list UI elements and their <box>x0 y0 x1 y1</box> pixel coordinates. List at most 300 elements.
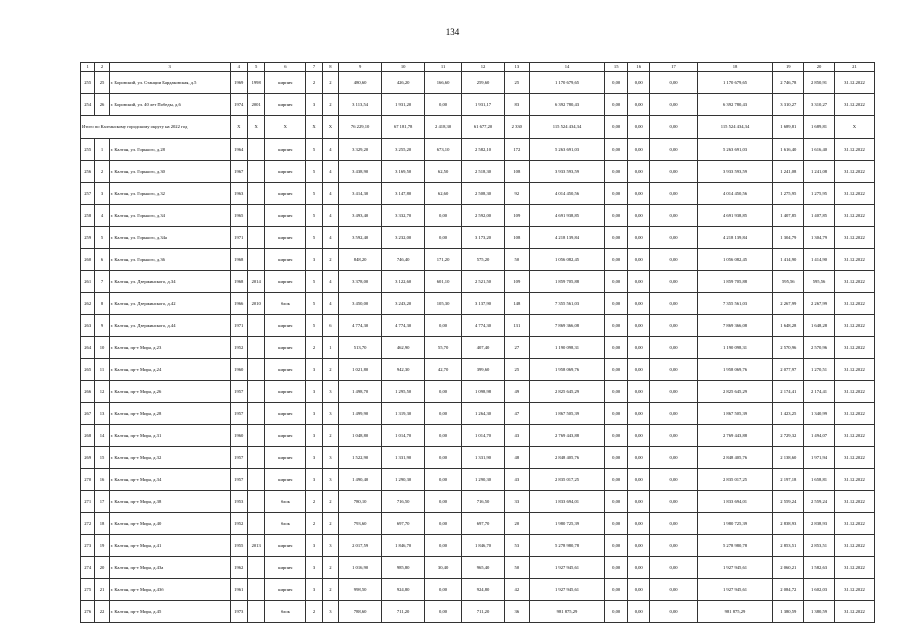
table-cell: 1 499,90 <box>339 403 382 425</box>
table-cell: 31.12.2022 <box>834 293 874 315</box>
table-cell: 4 218 139,84 <box>697 227 773 249</box>
table-cell <box>247 425 264 447</box>
table-cell: 981 875,29 <box>529 601 605 623</box>
table-row <box>81 513 875 535</box>
table-cell: 1 264,30 <box>462 403 505 425</box>
table-cell: 42,70 <box>425 359 462 381</box>
table-cell: 924,80 <box>382 579 425 601</box>
table-cell: кирпич <box>265 94 306 116</box>
table-cell: 513,70 <box>339 337 382 359</box>
table-cell: 4 <box>322 227 338 249</box>
table-cell: 0,00 <box>650 205 697 227</box>
summary-cell: 2 418,30 <box>425 116 462 139</box>
table-row <box>81 293 875 315</box>
table-cell: 697,70 <box>462 513 505 535</box>
table-cell: 0,00 <box>627 359 650 381</box>
table-cell: 0,00 <box>627 513 650 535</box>
table-cell: 108 <box>505 227 530 249</box>
table-cell <box>247 557 264 579</box>
table-cell: 595,56 <box>804 271 835 293</box>
table-cell: 2 <box>322 513 338 535</box>
column-number: 20 <box>804 63 835 72</box>
table-cell: 0,00 <box>650 601 697 623</box>
table-cell: 49 <box>505 381 530 403</box>
table-cell: 31.12.2022 <box>834 425 874 447</box>
table-cell: 2 769 443,88 <box>529 425 605 447</box>
table-cell: 1 494,07 <box>804 425 835 447</box>
table-cell: 1957 <box>230 469 247 491</box>
table-cell: 62,50 <box>425 161 462 183</box>
table-cell: 10 <box>95 337 109 359</box>
table-cell: 31.12.2022 <box>834 557 874 579</box>
table-cell: 4 <box>322 293 338 315</box>
table-cell: 2 <box>306 337 322 359</box>
table-cell: 0,00 <box>425 447 462 469</box>
table-cell: 9 <box>95 315 109 337</box>
table-row <box>81 535 875 557</box>
table-cell: 1 170 679,65 <box>529 72 605 94</box>
table-cell: 31.12.2022 <box>834 205 874 227</box>
table-cell: 793,60 <box>339 513 382 535</box>
table-cell: 0,00 <box>650 579 697 601</box>
table-cell: 0,00 <box>650 94 697 116</box>
summary-cell: X <box>322 116 338 139</box>
table-cell: 5 <box>306 183 322 205</box>
table-cell: 25 <box>505 359 530 381</box>
summary-cell: X <box>265 116 306 139</box>
address-cell: г. Калтан, пр-т Мира, д.23 <box>109 337 230 359</box>
table-cell: 1 927 945,61 <box>697 579 773 601</box>
table-cell: 3 310,27 <box>773 94 804 116</box>
table-cell: 30,40 <box>425 557 462 579</box>
table-cell: 7 355 561,03 <box>529 293 605 315</box>
column-number: 18 <box>697 63 773 72</box>
table-cell: 1 270,51 <box>804 359 835 381</box>
table-cell: 3 <box>306 249 322 271</box>
table-cell: 4 774,30 <box>462 315 505 337</box>
summary-cell: 0,00 <box>627 116 650 139</box>
table-cell: 1964 <box>230 139 247 161</box>
table-cell: 1 616,40 <box>804 139 835 161</box>
table-cell: 0,00 <box>425 513 462 535</box>
table-cell: 31.12.2022 <box>834 315 874 337</box>
table-cell: 36 <box>505 601 530 623</box>
table-cell: 0,00 <box>425 425 462 447</box>
table-cell: 31.12.2022 <box>834 579 874 601</box>
table-cell: 942,30 <box>382 359 425 381</box>
table-cell: 2 <box>322 359 338 381</box>
table-cell: 31.12.2022 <box>834 271 874 293</box>
table-row <box>81 161 875 183</box>
table-cell: 1 021,80 <box>339 359 382 381</box>
table-cell: 1 414,90 <box>773 249 804 271</box>
table-cell: 0,00 <box>650 249 697 271</box>
address-cell: г. Калтан, пр-т Мира, д.43а <box>109 557 230 579</box>
address-cell: г. Калтан, ул. Дзержинского, д.42 <box>109 293 230 315</box>
table-cell: 1 490,40 <box>339 469 382 491</box>
table-cell: 0,00 <box>650 403 697 425</box>
table-cell: 22 <box>95 601 109 623</box>
table-cell: кирпич <box>265 249 306 271</box>
table-cell: 2 582,10 <box>462 139 505 161</box>
table-cell: 0,00 <box>605 271 628 293</box>
table-cell: 4 774,30 <box>339 315 382 337</box>
table-cell: 0,00 <box>605 227 628 249</box>
table-cell: 780,10 <box>339 491 382 513</box>
table-cell <box>247 491 264 513</box>
table-cell: 0,00 <box>627 293 650 315</box>
table-cell: 0,00 <box>650 293 697 315</box>
table-cell: 2 508,30 <box>462 183 505 205</box>
table-cell: 0,00 <box>605 447 628 469</box>
table-cell: 275 <box>81 579 95 601</box>
table-cell: 0,00 <box>650 161 697 183</box>
address-cell: г. Боровский, ул. 40 лет Победы, д.6 <box>109 94 230 116</box>
table-cell: 3 <box>322 447 338 469</box>
table-cell: 1961 <box>230 579 247 601</box>
table-row <box>81 381 875 403</box>
table-cell: 1 648,28 <box>773 315 804 337</box>
table-cell: 1962 <box>230 557 247 579</box>
table-cell: 1 980 725,39 <box>697 513 773 535</box>
table-cell: 1 380,59 <box>773 601 804 623</box>
page-number: 134 <box>445 27 460 37</box>
table-cell: 1 927 945,61 <box>697 557 773 579</box>
table-cell: 3 332,70 <box>382 205 425 227</box>
table-cell: кирпич <box>265 447 306 469</box>
table-cell: 3 450,00 <box>339 293 382 315</box>
table-cell: 0,00 <box>627 601 650 623</box>
table-cell: 1 971,94 <box>804 447 835 469</box>
table-cell: 0,00 <box>605 381 628 403</box>
table-cell: 2 570,96 <box>804 337 835 359</box>
table-cell: 1 846,70 <box>382 535 425 557</box>
table-cell: 47 <box>505 403 530 425</box>
table-cell: 1953 <box>230 491 247 513</box>
table-cell: 5 <box>306 315 322 337</box>
table-cell: 31.12.2022 <box>834 183 874 205</box>
table-cell: 1971 <box>230 315 247 337</box>
table-cell: 0,00 <box>605 491 628 513</box>
table-cell: 62,60 <box>425 183 462 205</box>
table-cell: 3 329,20 <box>339 139 382 161</box>
table-cell: кирпич <box>265 579 306 601</box>
table-cell: 2 197,18 <box>773 469 804 491</box>
table-cell: 3 137,90 <box>462 293 505 315</box>
table-cell: 2 <box>322 72 338 94</box>
table-cell: 3 <box>306 557 322 579</box>
column-number: 12 <box>462 63 505 72</box>
column-number: 7 <box>306 63 322 72</box>
summary-cell: X <box>306 116 322 139</box>
table-cell: 31.12.2022 <box>834 72 874 94</box>
table-cell: 264 <box>81 337 95 359</box>
table-cell: 3 173,20 <box>462 227 505 249</box>
table-cell: 6 392 780,43 <box>697 94 773 116</box>
table-cell: 5 263 691,03 <box>529 139 605 161</box>
address-cell: г. Калтан, пр-т Мира, д.24 <box>109 359 230 381</box>
table-cell: 31.12.2022 <box>834 359 874 381</box>
table-cell: 0,00 <box>650 72 697 94</box>
table-cell: 5 <box>306 139 322 161</box>
summary-cell: 115 524 434,34 <box>529 116 605 139</box>
table-cell: 105,30 <box>425 293 462 315</box>
table-cell: 3 147,80 <box>382 183 425 205</box>
address-cell: г. Калтан, ул. Горького, д.34а <box>109 227 230 249</box>
table-cell: 1 <box>322 337 338 359</box>
table-cell: 1 056 082,45 <box>529 249 605 271</box>
table-cell: 3 438,90 <box>339 161 382 183</box>
table-cell: 31.12.2022 <box>834 161 874 183</box>
table-cell: 1 295,50 <box>382 381 425 403</box>
table-cell: 269 <box>81 447 95 469</box>
summary-cell: 76 229,10 <box>339 116 382 139</box>
table-cell: 268 <box>81 425 95 447</box>
table-row <box>81 403 875 425</box>
table-cell: 0,00 <box>627 249 650 271</box>
table-cell: 998,50 <box>339 579 382 601</box>
table-cell: 0,00 <box>425 381 462 403</box>
table-cell: 0,00 <box>627 94 650 116</box>
table-cell <box>247 249 264 271</box>
table-cell: 265 <box>81 359 95 381</box>
table-cell: 166,60 <box>425 72 462 94</box>
table-cell: 2 769 443,88 <box>697 425 773 447</box>
table-cell <box>247 205 264 227</box>
table-cell: 50 <box>505 557 530 579</box>
table-row <box>81 425 875 447</box>
table-cell: 0,00 <box>650 447 697 469</box>
table-cell: 1 098,98 <box>462 381 505 403</box>
table-cell: 25 <box>95 72 109 94</box>
table-cell: 171,20 <box>425 249 462 271</box>
table-cell: 1955 <box>230 535 247 557</box>
table-cell: 3 169,50 <box>382 161 425 183</box>
table-cell: 172 <box>505 139 530 161</box>
summary-cell: 1 689,81 <box>773 116 804 139</box>
table-cell: 1969 <box>230 72 247 94</box>
table-cell: 276 <box>81 601 95 623</box>
table-cell: 254 <box>81 94 95 116</box>
table-cell: 1960 <box>230 359 247 381</box>
table-cell: 1 340,99 <box>804 403 835 425</box>
table-cell: 1 423,25 <box>773 403 804 425</box>
table-cell: 1 048,80 <box>339 425 382 447</box>
table-cell: 3 <box>322 469 338 491</box>
address-cell: г. Боровский, ул. Станции Бардаковская, д.5 <box>109 72 230 94</box>
table-cell: кирпич <box>265 315 306 337</box>
table-cell: кирпич <box>265 403 306 425</box>
table-cell: 4 014 450,56 <box>529 183 605 205</box>
table-cell: 0,00 <box>425 491 462 513</box>
table-cell: 0,00 <box>605 403 628 425</box>
table-cell: 595,56 <box>773 271 804 293</box>
table-cell: 109 <box>505 205 530 227</box>
table-cell: 3 <box>322 403 338 425</box>
table-cell: 480,60 <box>339 72 382 94</box>
table-cell: 0,00 <box>605 513 628 535</box>
table-cell: 3 493,40 <box>339 205 382 227</box>
table-cell: 0,00 <box>605 557 628 579</box>
table-cell: 3 <box>322 381 338 403</box>
table-cell: 266 <box>81 381 95 403</box>
table-row <box>81 469 875 491</box>
table-cell <box>247 337 264 359</box>
table-cell: 716,50 <box>462 491 505 513</box>
table-cell: 0,00 <box>605 183 628 205</box>
table-cell: 0,00 <box>650 139 697 161</box>
table-cell: 2 017,59 <box>339 535 382 557</box>
table-cell: 43 <box>505 469 530 491</box>
table-cell: 1974 <box>230 94 247 116</box>
table-cell: 2014 <box>247 271 264 293</box>
column-number: 15 <box>605 63 628 72</box>
table-cell: 2 <box>322 94 338 116</box>
table-cell <box>247 227 264 249</box>
table-cell: 0,00 <box>605 337 628 359</box>
table-cell: 0,00 <box>650 425 697 447</box>
table-cell: 4 <box>322 183 338 205</box>
table-cell: 3 122,60 <box>382 271 425 293</box>
table-cell: 0,00 <box>627 469 650 491</box>
table-cell: 0,00 <box>627 183 650 205</box>
table-cell: 31.12.2022 <box>834 403 874 425</box>
table-row <box>81 139 875 161</box>
table-cell: 2 <box>322 425 338 447</box>
table-cell: 2 521,50 <box>462 271 505 293</box>
table-cell: 0,00 <box>605 293 628 315</box>
table-cell: 270 <box>81 469 95 491</box>
table-cell: 407,40 <box>462 337 505 359</box>
table-cell: 1965 <box>230 205 247 227</box>
table-cell: 5 263 691,03 <box>697 139 773 161</box>
table-cell: 31.12.2022 <box>834 601 874 623</box>
table-cell: 33 <box>505 491 530 513</box>
table-cell: 55,70 <box>425 337 462 359</box>
table-cell: 13 <box>95 403 109 425</box>
table-cell: 6 <box>322 315 338 337</box>
table-cell: 7 355 561,03 <box>697 293 773 315</box>
table-cell: 985,80 <box>382 557 425 579</box>
table-cell: кирпич <box>265 381 306 403</box>
table-cell: 2 729,32 <box>773 425 804 447</box>
table-cell: 11 <box>95 359 109 381</box>
table-cell: 3 232,00 <box>382 227 425 249</box>
table-cell: 2 <box>322 491 338 513</box>
column-number: 10 <box>382 63 425 72</box>
table-cell: 1 522,90 <box>339 447 382 469</box>
table-cell: 271 <box>81 491 95 513</box>
table-cell: 1 319,30 <box>382 403 425 425</box>
table-cell: кирпич <box>265 359 306 381</box>
table-cell: кирпич <box>265 72 306 94</box>
column-number: 2 <box>95 63 109 72</box>
table-cell: 8 <box>95 293 109 315</box>
table-cell: 1 958 069,76 <box>529 359 605 381</box>
table-cell: 53 <box>505 535 530 557</box>
table-cell: кирпич <box>265 337 306 359</box>
table-cell: 267 <box>81 403 95 425</box>
table-cell <box>247 139 264 161</box>
table-cell: 255 <box>81 72 95 94</box>
table-row <box>81 601 875 623</box>
table-cell: 3 <box>306 447 322 469</box>
table-cell: 0,00 <box>627 161 650 183</box>
table-cell: 5 <box>306 205 322 227</box>
table-cell: 19 <box>95 535 109 557</box>
column-number: 11 <box>425 63 462 72</box>
table-cell: 1 846,70 <box>462 535 505 557</box>
table-cell: 399,60 <box>462 359 505 381</box>
address-cell: г. Калтан, пр-т Мира, д.40 <box>109 513 230 535</box>
table-cell: 0,00 <box>605 425 628 447</box>
table-cell: 2 850,91 <box>804 72 835 94</box>
table-cell: 1 867 505,39 <box>529 403 605 425</box>
table-cell: 16 <box>95 469 109 491</box>
table-cell: 1 927 945,61 <box>529 579 605 601</box>
table-cell: 262 <box>81 293 95 315</box>
table-cell: 50 <box>505 249 530 271</box>
table-cell: 17 <box>95 491 109 513</box>
table-cell: 3 <box>306 425 322 447</box>
table-cell: 2010 <box>247 293 264 315</box>
column-number: 9 <box>339 63 382 72</box>
column-number: 6 <box>265 63 306 72</box>
table-cell: 0,00 <box>627 535 650 557</box>
table-cell: блок <box>265 293 306 315</box>
table-cell: кирпич <box>265 227 306 249</box>
table-cell: 1968 <box>230 271 247 293</box>
table-cell: 1 380,59 <box>804 601 835 623</box>
table-cell: 1 016,90 <box>339 557 382 579</box>
table-cell: 2 <box>306 491 322 513</box>
table-row <box>81 72 875 94</box>
summary-cell: 1 689,81 <box>804 116 835 139</box>
table-cell: 2 267,99 <box>804 293 835 315</box>
table-cell: 4 691 938,85 <box>529 205 605 227</box>
table-cell: 1971 <box>230 227 247 249</box>
summary-cell: 2 330 <box>505 116 530 139</box>
table-cell: 131 <box>505 315 530 337</box>
table-cell: 3 310,27 <box>804 94 835 116</box>
table-cell: 1 304,79 <box>804 227 835 249</box>
table-cell: 0,00 <box>605 359 628 381</box>
table-cell: 21 <box>95 579 109 601</box>
column-number: 3 <box>109 63 230 72</box>
table-cell: 1 290,30 <box>462 469 505 491</box>
table-cell: 25 <box>505 72 530 94</box>
table-cell: 2 060,21 <box>773 557 804 579</box>
table-cell: 1 931,20 <box>382 94 425 116</box>
column-number: 1 <box>81 63 95 72</box>
table-cell: 0,00 <box>605 249 628 271</box>
table-row <box>81 491 875 513</box>
table-cell: 1 331,90 <box>382 447 425 469</box>
table-cell: 0,00 <box>627 557 650 579</box>
table-cell: 3 <box>306 381 322 403</box>
table-cell: 0,00 <box>627 271 650 293</box>
table-cell: 0,00 <box>627 205 650 227</box>
table-cell: 1 014,70 <box>462 425 505 447</box>
table-cell: 2013 <box>247 535 264 557</box>
table-cell: 5 278 980,78 <box>697 535 773 557</box>
address-cell: г. Калтан, пр-т Мира, д.26 <box>109 381 230 403</box>
table-cell: 0,00 <box>605 161 628 183</box>
table-cell: 2001 <box>247 94 264 116</box>
table-cell: 1 241,08 <box>804 161 835 183</box>
table-row <box>81 271 875 293</box>
table-cell: 20 <box>95 557 109 579</box>
